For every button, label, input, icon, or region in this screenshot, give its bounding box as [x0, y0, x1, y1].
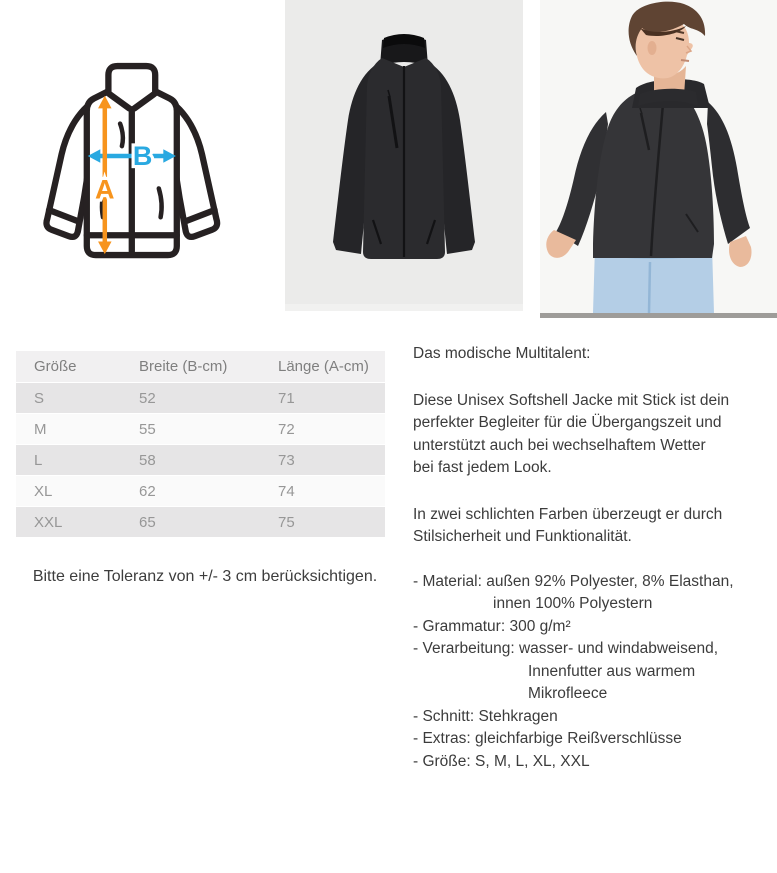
cell-laenge: 74: [277, 476, 385, 507]
size-diagram-svg: [22, 55, 247, 276]
cell-laenge: 75: [277, 507, 385, 538]
description-title: Das modische Multitalent:: [413, 345, 591, 362]
cell-size: L: [16, 445, 138, 476]
header-breite: Breite (B-cm): [138, 351, 277, 383]
cell-size: M: [16, 414, 138, 445]
description-line: unterstützt auch bei wechselhaftem Wetter: [413, 436, 706, 454]
cell-size: S: [16, 383, 138, 414]
cell-breite: 55: [138, 414, 277, 445]
spec-line: - Material: außen 92% Polyester, 8% Elasthan,: [413, 572, 734, 590]
header-laenge: Länge (A-cm): [277, 351, 385, 383]
jacket-outline: [46, 66, 217, 255]
cell-laenge: 73: [277, 445, 385, 476]
cell-laenge: 72: [277, 414, 385, 445]
table-row: [16, 414, 385, 445]
model-graphic: [540, 0, 777, 318]
spec-line: - Größe: S, M, L, XL, XXL: [413, 752, 590, 770]
description-line: perfekter Begleiter für die Übergangszeit und: [413, 414, 722, 431]
description-line: Diese Unisex Softshell Jacke mit Stick ist dein: [413, 391, 730, 409]
size-measurement-diagram: [22, 55, 247, 276]
table-row: [16, 383, 385, 414]
spec-line: - Grammatur: 300 g/m²: [413, 617, 571, 635]
cell-size: XL: [16, 476, 138, 507]
spec-line: - Extras: gleichfarbige Reißverschlüsse: [413, 730, 682, 747]
spec-line: Innenfutter aus warmem: [528, 662, 696, 680]
cell-laenge: 71: [277, 383, 385, 414]
table-row: [16, 445, 385, 476]
size-table: [16, 351, 385, 538]
cell-breite: 62: [138, 476, 277, 507]
cell-breite: 52: [138, 383, 277, 414]
spec-line: - Schnitt: Stehkragen: [413, 707, 558, 725]
spec-line: innen 100% Polyestern: [493, 595, 653, 612]
product-photo-flat: [285, 0, 523, 311]
spec-list: [413, 571, 775, 774]
spec-line: - Verarbeitung: wasser- und windabweisend,: [413, 640, 719, 657]
tolerance-note: Bitte eine Toleranz von +/- 3 cm berücksichtigen.: [32, 568, 378, 585]
cell-size: XXL: [16, 507, 138, 538]
cell-breite: 58: [138, 445, 277, 476]
spec-line: Mikrofleece: [528, 685, 608, 702]
description-paragraph-1: [413, 390, 775, 480]
description-line: Stilsicherheit und Funktionalität.: [413, 528, 632, 545]
description-line: bei fast jedem Look.: [413, 459, 552, 476]
jacket-graphic: [285, 0, 523, 311]
product-photo-model: [540, 0, 777, 318]
header-groesse: Größe: [16, 351, 138, 383]
description-line: In zwei schlichten Farben überzeugt er durch: [413, 505, 723, 523]
measure-label-b: B: [132, 141, 153, 172]
size-table-header-row: [16, 351, 385, 383]
product-description: [413, 343, 775, 773]
table-row: [16, 507, 385, 538]
description-paragraph-2: [413, 504, 775, 549]
cell-breite: 65: [138, 507, 277, 538]
measure-label-a: A: [95, 174, 115, 205]
table-row: [16, 476, 385, 507]
